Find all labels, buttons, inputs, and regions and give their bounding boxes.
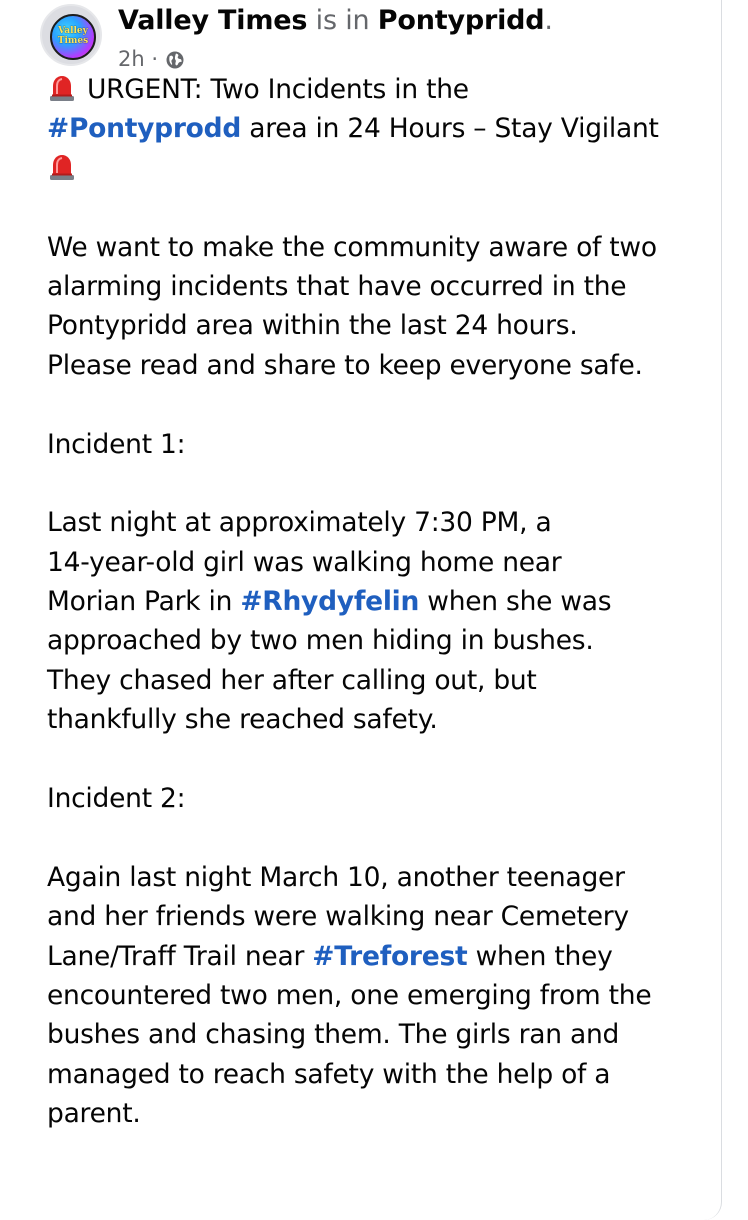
- post-body: [47, 70, 717, 1134]
- avatar-logo-text: Valley Times: [57, 26, 89, 46]
- hashtag-treforest[interactable]: #Treforest: [312, 940, 468, 972]
- author-name[interactable]: Valley Times: [118, 5, 308, 36]
- incident-1-hashtag-line: [47, 582, 717, 621]
- is-in-text: is in: [315, 5, 370, 36]
- post-title: [118, 4, 553, 38]
- heading-line-2: [47, 109, 717, 148]
- incident-1-line: thankfully she reached safety.: [47, 704, 438, 736]
- incident-1-label: Incident 1:: [47, 428, 186, 460]
- post-meta: [118, 46, 185, 72]
- police-light-icon: [47, 151, 77, 181]
- hashtag-rhydyfelin[interactable]: #Rhydyfelin: [240, 586, 420, 618]
- post-timestamp[interactable]: 2h: [118, 47, 145, 71]
- intro-line: We want to make the community aware of two: [47, 231, 657, 263]
- location-link[interactable]: Pontypridd: [377, 5, 545, 36]
- globe-icon[interactable]: [165, 50, 185, 70]
- incident-1-line: 14-year-old girl was walking home near: [47, 546, 562, 578]
- intro-line: Pontypridd area within the last 24 hours.: [47, 310, 578, 342]
- police-light-icon: [47, 72, 77, 102]
- incident-1-line: They chased her after calling out, but: [47, 664, 537, 696]
- incident-2-line: Again last night March 10, another teenager: [47, 861, 625, 893]
- incident-2-text: Lane/Traff Trail near: [47, 940, 313, 972]
- incident-2-line: bushes and chasing them. The girls ran and: [47, 1019, 620, 1051]
- meta-separator: ·: [151, 47, 159, 71]
- page-avatar[interactable]: [40, 4, 102, 66]
- spacer: [47, 385, 717, 424]
- incident-2-line: and her friends were walking near Cemetery: [47, 901, 629, 933]
- avatar-logo: [50, 14, 96, 60]
- incident-2-text: when they: [467, 940, 613, 972]
- spacer: [47, 464, 717, 503]
- incident-1-text: Morian Park in: [47, 586, 241, 618]
- incident-1-line: approached by two men hiding in bushes.: [47, 625, 594, 657]
- incident-1-text: when she was: [419, 586, 612, 618]
- title-period: .: [544, 5, 553, 36]
- incident-1-line: Last night at approximately 7:30 PM, a: [47, 507, 552, 539]
- incident-2-line: encountered two men, one emerging from the: [47, 979, 652, 1011]
- incident-2-line: managed to reach safety with the help of a: [47, 1058, 611, 1090]
- hashtag-pontyprodd[interactable]: #Pontyprodd: [47, 113, 242, 145]
- incident-2-hashtag-line: [47, 937, 717, 976]
- heading-text-2: area in 24 Hours – Stay Vigilant: [241, 113, 659, 145]
- incident-2-label: Incident 2:: [47, 783, 186, 815]
- spacer: [47, 740, 717, 779]
- spacer: [47, 188, 717, 227]
- intro-line: Please read and share to keep everyone safe.: [47, 349, 643, 381]
- incident-2-line: parent.: [47, 1098, 141, 1130]
- post-header: [40, 0, 700, 80]
- heading-line-3: [47, 149, 717, 188]
- heading-line-1: [47, 70, 717, 109]
- intro-line: alarming incidents that have occurred in the: [47, 270, 627, 302]
- heading-text-1: URGENT: Two Incidents in the: [87, 74, 469, 105]
- spacer: [47, 818, 717, 857]
